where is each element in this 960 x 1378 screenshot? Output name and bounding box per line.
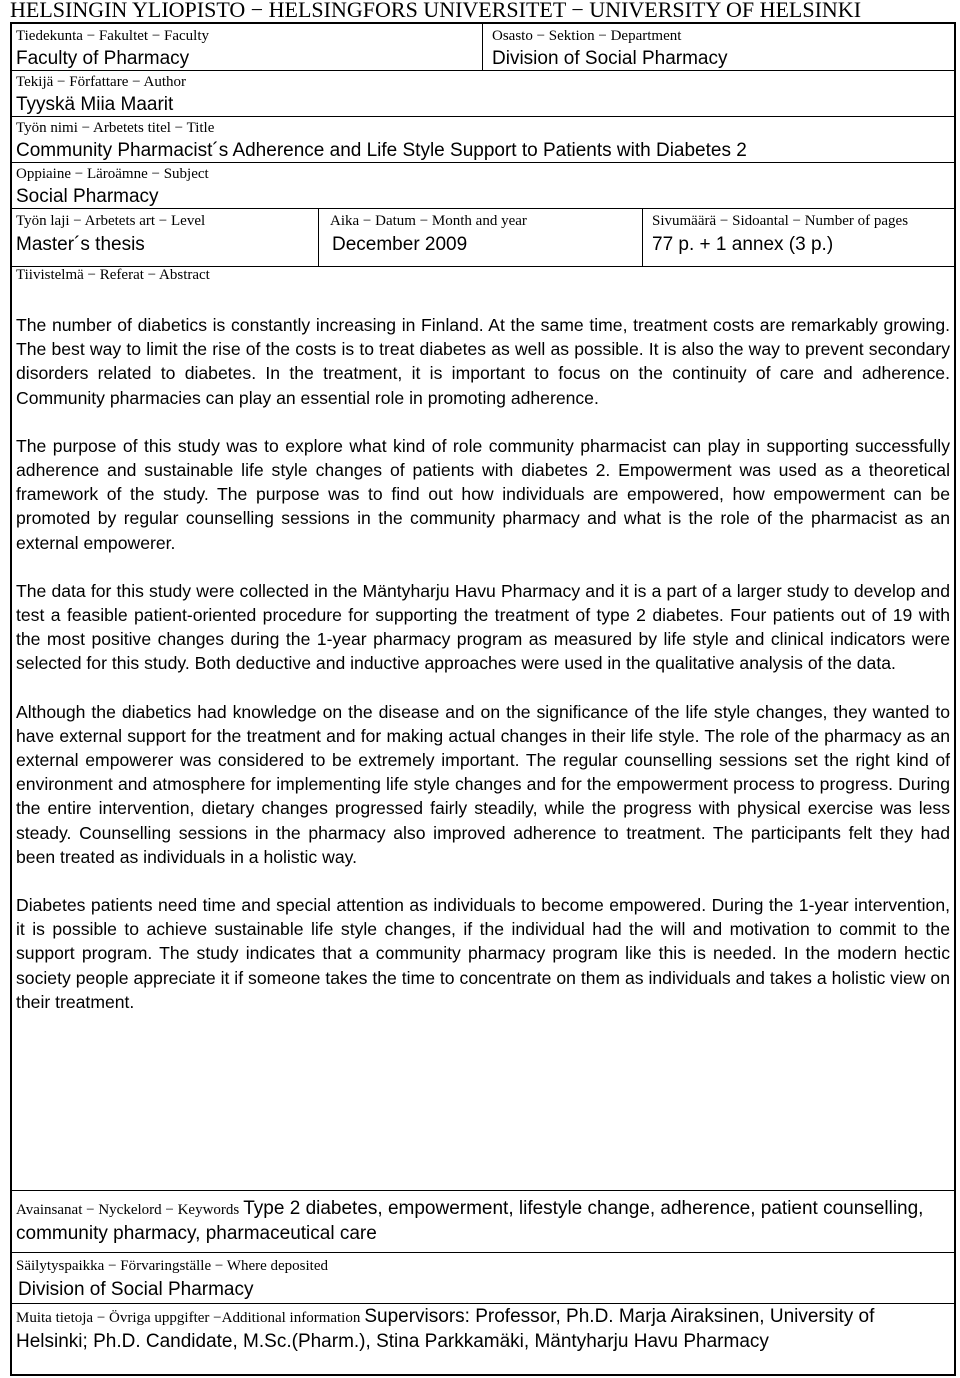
abstract-paragraph: The number of diabetics is constantly increasing in Finland. At the same time, treatment costs are remarkably growing. The best way to limit the rise of the costs is to treat diabetes as well as possible. It is also the way to prevent secondary disorders related to diabetes. In the treatment, it is important to focus on the continuity of care and adherence. Community pharmacies can play an essential role in promoting adherence.	[16, 315, 950, 408]
date-label: Aika − Datum − Month and year	[330, 213, 527, 229]
date-divider	[642, 208, 643, 266]
additional-label: Muita tietoja − Övriga uppgifter −Additional information	[16, 1310, 361, 1326]
additional-block	[16, 1305, 946, 1355]
abstract-paragraph: Although the diabetics had knowledge on the disease and on the significance of the life style changes, they wanted to have external support for the treatment and for making actual changes in their life style. The role of the pharmacy as an external empowerer was considered to be extremely important. The regular counselling sessions set the right kind of environment and atmosphere for implementing life style changes and for the empowerment process to progress. During the entire intervention, dietary changes progressed fairly steadily, while the progress with physical exercise was less steady. Counselling sessions in the pharmacy also improved adherence to treatment. The participants felt they had been treated as individuals in a holistic way.	[16, 701, 950, 867]
subject-label: Oppiaine − Läroämne − Subject	[16, 166, 209, 182]
divider	[12, 116, 954, 117]
keywords-block	[16, 1197, 946, 1247]
faculty-label: Tiedekunta − Fakultet − Faculty	[16, 28, 210, 44]
department-value: Division of Social Pharmacy	[492, 48, 728, 69]
divider	[12, 1303, 954, 1304]
divider	[12, 70, 954, 71]
department-label: Osasto − Sektion − Department	[492, 28, 682, 44]
title-value: Community Pharmacist´s Adherence and Life Style Support to Patients with Diabetes 2	[16, 140, 747, 161]
faculty-value: Faculty of Pharmacy	[16, 48, 190, 69]
author-value: Tyyskä Miia Maarit	[16, 94, 174, 115]
divider	[12, 1190, 954, 1191]
divider	[12, 1252, 954, 1253]
pages-value: 77 p. + 1 annex (3 p.)	[652, 234, 834, 255]
level-value: Master´s thesis	[16, 234, 145, 255]
abstract-paragraph: The data for this study were collected in the Mäntyharju Havu Pharmacy and it is a part of a larger study to develop and test a feasible patient-oriented procedure for supporting the treatment of type 2 diabetes. Four patients out of 19 with the most positive changes during the 1-year pharmacy program as measured by life style and clinical indicators were selected for this study. Both deductive and inductive approaches were used in the qualitative analysis of the data.	[16, 580, 950, 674]
divider	[12, 162, 954, 163]
author-label: Tekijä − Författare − Author	[16, 74, 186, 90]
university-header: HELSINGIN YLIOPISTO − HELSINGFORS UNIVERSITET − UNIVERSITY OF HELSINKI	[10, 0, 862, 22]
deposited-value: Division of Social Pharmacy	[18, 1279, 254, 1300]
pages-label: Sivumäärä − Sidoantal − Number of pages	[652, 213, 909, 229]
date-value: December 2009	[332, 234, 468, 255]
abstract-paragraph: Diabetes patients need time and special attention as individuals to become empowered. During the 1-year intervention, it is possible to achieve sustainable life style changes, if the individual had the will and motivation to commit to the support program. The study indicates that a community pharmacy program like this is needed. In the modern hectic society people appreciate it if someone takes the time to concentrate on them as individuals and takes a holistic view on their treatment.	[16, 895, 950, 1012]
deposited-label: Säilytyspaikka − Förvaringställe − Where deposited	[16, 1258, 328, 1274]
title-label: Työn nimi − Arbetets titel − Title	[16, 120, 215, 136]
subject-value: Social Pharmacy	[16, 186, 159, 207]
divider	[12, 208, 954, 209]
level-label: Työn laji − Arbetets art − Level	[16, 213, 206, 229]
keywords-value: Type 2 diabetes, empowerment, lifestyle change, adherence, patient counselling, community pharmacy, pharmaceutical care	[16, 1198, 924, 1244]
faculty-divider	[482, 24, 483, 70]
level-divider	[318, 208, 319, 266]
abstract-paragraph: The purpose of this study was to explore what kind of role community pharmacist can play in supporting successfully adherence and sustainable life style changes of patients with diabetes 2. Empowerment was used as a theoretical framework of the study. The purpose was to find out how individuals are empowered, how empowerment can be promoted by regular counselling sessions in the community pharmacy and what is the role of the pharmacist as an external empowerer.	[16, 435, 950, 553]
keywords-label: Avainsanat − Nyckelord − Keywords	[16, 1202, 240, 1218]
thesis-abstract-form	[10, 22, 956, 1376]
additional-value: Supervisors: Professor, Ph.D. Marja Airaksinen, University of Helsinki; Ph.D. Candidate, M.Sc.(Pharm.), Stina Parkkamäki, Mäntyharju Havu Pharmacy	[16, 1306, 875, 1352]
abstract-body	[16, 313, 950, 1014]
abstract-label: Tiivistelmä − Referat − Abstract	[16, 267, 210, 283]
